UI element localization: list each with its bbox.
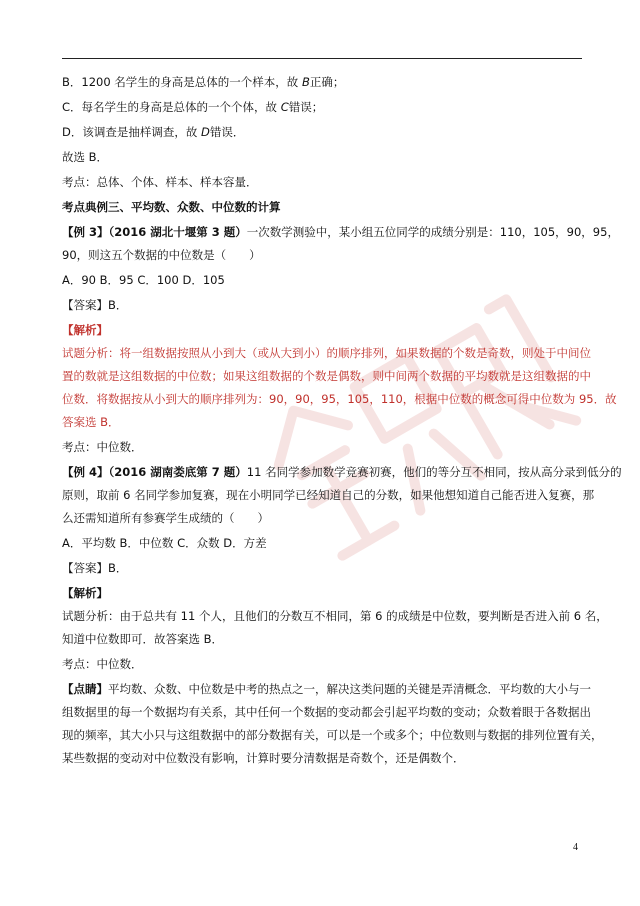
key-point: 考点：中位数．: [62, 657, 143, 671]
header-rule: [62, 58, 582, 59]
section-title: 考点典例三、平均数、众数、中位数的计算: [62, 200, 281, 214]
document-body: [62, 74, 622, 766]
page-number: 4: [573, 842, 578, 853]
analysis-text: 试题分析：由于总共有 11 个人，且他们的分数互不相同，第 6 的成绩是中位数，要判断是否进入前 6 名，: [62, 609, 608, 623]
option-variable: D: [201, 125, 210, 139]
example-4-answer: 【答案】B．: [62, 561, 128, 575]
option-c-explanation: [62, 99, 582, 115]
example-label: 【例 4】（2016 湖南娄底第 7 题）: [62, 465, 247, 479]
analysis-text: 置的数就是这组数据的中位数；如果这组数据的个数是偶数，则中间两个数据的平均数就是这组数据的中: [62, 369, 591, 383]
text-segment: C．每名学生的身高是总体的一个个体，故: [62, 100, 281, 114]
question-text: 11 名同学参加数学竞赛初赛，他们的等分互不相同，按从高分录到低分的: [246, 465, 622, 479]
tip-text: 组数据里的每一个数据均有关系，其中任何一个数据的变动都会引起平均数的变动；众数着眼于各数据出: [62, 705, 591, 719]
option-d-explanation: [62, 124, 582, 140]
option-variable: C: [280, 100, 289, 114]
text-segment: 错误．: [209, 125, 245, 139]
tip-paragraph: [62, 681, 591, 697]
key-point: 考点：总体、个体、样本、样本容量．: [62, 175, 258, 189]
text-segment: 错误；: [288, 100, 324, 114]
analysis-heading: 【解析】: [62, 586, 108, 600]
tip-label: 【点睛】: [62, 682, 108, 696]
analysis-text: 位数．将数据按从小到大的顺序排列为：90，90，95，105，110，根据中位数的概念可得中位数为 95．故: [62, 392, 617, 406]
tip-text: 某些数据的变动对中位数没有影响，计算时要分清数据是奇数个，还是偶数个．: [62, 751, 465, 765]
tip-text: 现的频率，其大小只与这组数据中的部分数据有关，可以是一个或多个；中位数则与数据的排列位置有关，: [62, 728, 603, 742]
example-4-question-cont: 么还需知道所有参赛学生成绩的（ ）: [62, 511, 269, 525]
example-4-options: A．平均数 B．中位数 C．众数 D．方差: [62, 536, 267, 550]
example-label: 【例 3】（2016 湖北十堰第 3 题）: [62, 225, 247, 239]
analysis-text: 知道中位数即可．故答案选 B．: [62, 632, 224, 646]
text-segment: 正确；: [309, 75, 345, 89]
option-variable: B: [301, 75, 310, 89]
analysis-text: 试题分析：将一组数据按照从小到大（或从大到小）的顺序排列，如果数据的个数是奇数，则处于中间位: [62, 346, 591, 360]
example-4-question: [62, 464, 622, 480]
question-text: 一次数学测验中，某小组五位同学的成绩分别是：110，105，90，95，: [246, 225, 619, 239]
tip-text: 平均数、众数、中位数是中考的热点之一，解决这类问题的关键是弄清概念．平均数的大小与一: [108, 682, 591, 696]
answer-choice: 故选 B．: [62, 150, 109, 164]
key-point: 考点：中位数．: [62, 440, 143, 454]
analysis-heading: 【解析】: [62, 323, 108, 337]
option-b-explanation: [62, 74, 582, 90]
example-3-question: [62, 224, 619, 240]
text-segment: D．该调查是抽样调查，故: [62, 125, 202, 139]
example-4-question-cont: 原则，取前 6 名同学参加复赛，现在小明同学已经知道自己的分数，如果他想知道自己能否进入复赛，那: [62, 488, 595, 502]
example-3-question-cont: 90，则这五个数据的中位数是（ ）: [62, 248, 261, 262]
example-3-options: A．90 B．95 C．100 D．105: [62, 273, 225, 287]
example-3-answer: 【答案】B．: [62, 298, 128, 312]
text-segment: B．1200 名学生的身高是总体的一个样本，故: [62, 75, 302, 89]
analysis-text: 答案选 B．: [62, 415, 120, 429]
